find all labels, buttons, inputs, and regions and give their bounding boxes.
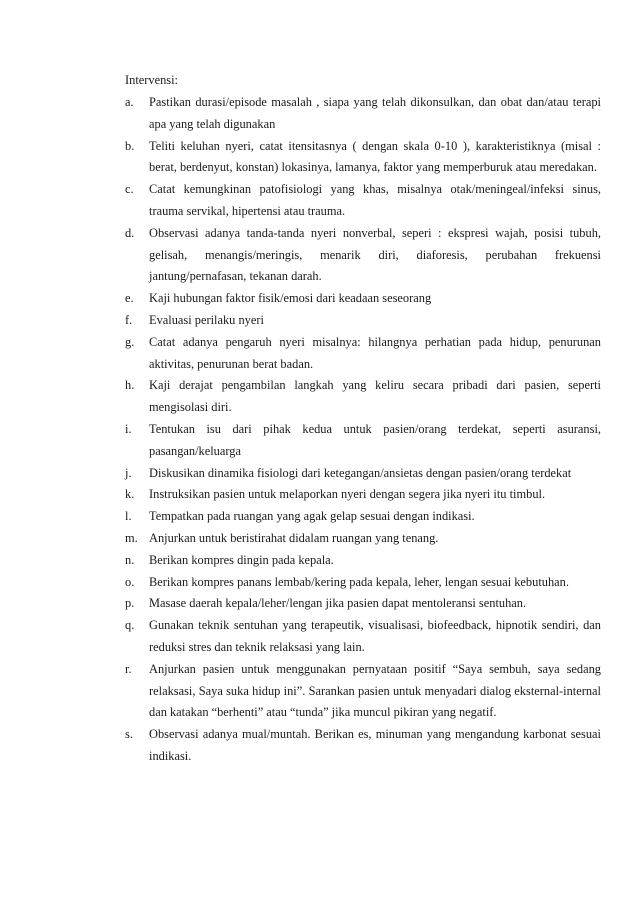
- list-item-text: Diskusikan dinamika fisiologi dari ketegangan/ansietas dengan pasien/orang terdekat: [149, 465, 572, 480]
- list-item-text: Kaji derajat pengambilan langkah yang keliru secara pribadi dari pasien, seperti mengisolasi diri.: [149, 378, 601, 415]
- list-item-text: Kaji hubungan faktor fisik/emosi dari keadaan seseorang: [149, 291, 432, 306]
- list-item-marker: d.: [125, 225, 135, 240]
- list-item-text: Observasi adanya mual/muntah. Berikan es, minuman yang mengandung karbonat sesuai indikasi.: [149, 727, 601, 763]
- list-item: [125, 223, 601, 288]
- list-item: [125, 572, 601, 594]
- list-item: [125, 506, 601, 528]
- list-item-text: Catat kemungkinan patofisiologi yang khas, misalnya otak/meningeal/infeksi sinus, trauma servikal, hipertensi atau trauma.: [149, 182, 601, 218]
- list-item-text: Berikan kompres panans lembab/kering pada kepala, leher, lengan sesuai kebutuhan.: [149, 574, 569, 589]
- list-item-text: Tempatkan pada ruangan yang agak gelap sesuai dengan indikasi.: [149, 509, 475, 524]
- list-item-marker: f.: [125, 312, 133, 327]
- list-item: [125, 288, 601, 310]
- list-item: [125, 310, 601, 332]
- list-item-marker: m.: [125, 530, 138, 545]
- list-item-marker: s.: [125, 727, 133, 742]
- list-item-text: Instruksikan pasien untuk melaporkan nyeri dengan segera jika nyeri itu timbul.: [149, 487, 546, 502]
- list-item-marker: o.: [125, 574, 135, 589]
- list-item-marker: r.: [125, 661, 132, 676]
- list-item-marker: l.: [125, 509, 132, 524]
- list-item: [125, 375, 601, 419]
- list-item-marker: c.: [125, 182, 134, 197]
- list-item: [125, 179, 601, 223]
- list-item-marker: e.: [125, 291, 134, 306]
- list-item: [125, 550, 601, 572]
- list-item-marker: i.: [125, 421, 132, 436]
- list-item-marker: a.: [125, 95, 134, 109]
- list-item: [125, 724, 601, 768]
- list-item-marker: b.: [125, 138, 135, 153]
- intervention-list: [125, 92, 601, 768]
- list-item-marker: j.: [125, 465, 132, 480]
- list-item-text: Teliti keluhan nyeri, catat itensitasnya ( dengan skala 0-10 ), karakteristiknya (misal : berat, berdenyut, konstan) lokasinya, lamanya, faktor yang memperburuk atau meredakan.: [149, 138, 601, 175]
- list-item-text: Catat adanya pengaruh nyeri misalnya: hilangnya perhatian pada hidup, penurunan aktivitas, penurunan berat badan.: [149, 334, 601, 371]
- list-item: [125, 136, 601, 180]
- list-item-marker: n.: [125, 552, 135, 567]
- list-item-text: Anjurkan pasien untuk menggunakan pernyataan positif “Saya sembuh, saya sedang relaksasi, Saya suka hidup ini”. Sarankan pasien untuk menyadari dialog eksternal-internal dan katakan “berhenti” atau “tunda” jika muncul pikiran yang negatif.: [149, 661, 601, 720]
- list-item-text: Gunakan teknik sentuhan yang terapeutik, visualisasi, biofeedback, hipnotik sendiri, dan reduksi stres dan teknik relaksasi yang lain.: [149, 618, 601, 654]
- list-item-marker: h.: [125, 378, 135, 393]
- section-heading: Intervensi:: [125, 73, 178, 87]
- list-item-text: Anjurkan untuk beristirahat didalam ruangan yang tenang.: [149, 530, 439, 545]
- list-item: [125, 593, 601, 615]
- list-item: [125, 463, 601, 485]
- list-item-text: Berikan kompres dingin pada kepala.: [149, 552, 334, 567]
- list-item: [125, 659, 601, 724]
- list-item-text: Observasi adanya tanda-tanda nyeri nonverbal, seperi : ekspresi wajah, posisi tubuh, gelisah, menangis/meringis, menarik diri, diaforesis, perubahan frekuensi jantung/pernafasan, tekanan darah.: [149, 225, 601, 284]
- list-item-text: Tentukan isu dari pihak kedua untuk pasien/orang terdekat, seperti asuransi, pasangan/keluarga: [149, 421, 601, 458]
- list-item-text: Evaluasi perilaku nyeri: [149, 312, 264, 327]
- list-item-text: Pastikan durasi/episode masalah , siapa yang telah dikonsulkan, dan obat dan/atau terapi apa yang telah digunakan: [149, 95, 601, 131]
- list-item: [125, 615, 601, 659]
- list-item-marker: q.: [125, 618, 135, 633]
- list-item-marker: p.: [125, 596, 135, 611]
- list-item: [125, 92, 601, 136]
- list-item: [125, 528, 601, 550]
- list-item: [125, 484, 601, 506]
- list-item-text: Masase daerah kepala/leher/lengan jika pasien dapat mentoleransi sentuhan.: [149, 596, 527, 611]
- list-item: [125, 332, 601, 376]
- list-item-marker: k.: [125, 487, 135, 502]
- list-item-marker: g.: [125, 334, 135, 349]
- list-item: [125, 419, 601, 463]
